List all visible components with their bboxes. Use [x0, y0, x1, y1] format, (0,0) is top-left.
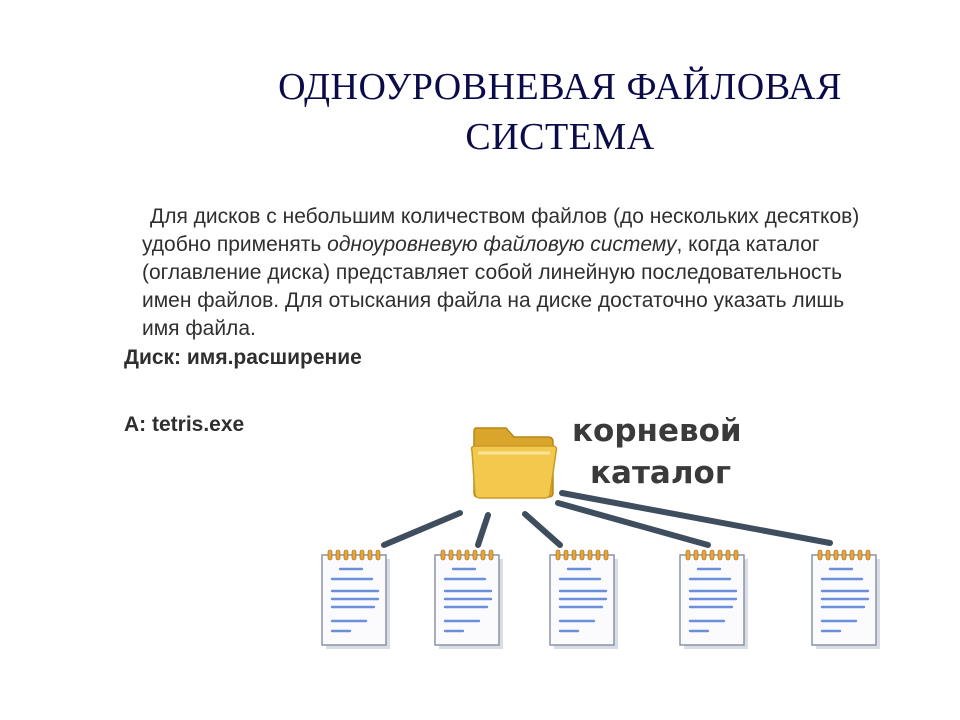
- paragraph-line-2-suffix: , когда каталог: [676, 233, 820, 256]
- root-folder-icon: [472, 428, 557, 498]
- document-icon: [435, 550, 503, 649]
- document-icon: [322, 550, 390, 649]
- directory-diagram: [300, 395, 960, 695]
- description-paragraph: [142, 203, 942, 343]
- slide-title: [200, 62, 920, 162]
- connector-line: [478, 515, 488, 545]
- disk-format-label: Диск: имя.расширение: [124, 346, 362, 369]
- file-icons: [322, 550, 880, 649]
- paragraph-line-2-prefix: удобно применять: [142, 233, 328, 256]
- paragraph-line-2-emphasis: одноуровневую файловую систему: [327, 233, 677, 256]
- title-line-2: СИСТЕМА: [465, 116, 655, 158]
- connectors: [384, 493, 830, 545]
- paragraph-line-4: имен файлов. Для отыскания файла на диске достаточно указать лишь: [142, 289, 845, 312]
- paragraph-line-2: [142, 231, 942, 259]
- document-icon: [680, 550, 748, 649]
- title-line-1: ОДНОУРОВНЕВАЯ ФАЙЛОВАЯ: [278, 66, 842, 108]
- document-icon: [550, 550, 618, 649]
- root-label-line-2: каталог: [590, 455, 732, 491]
- connector-line: [384, 513, 460, 545]
- document-icon: [812, 550, 880, 649]
- root-label-line-1: корневой: [572, 413, 742, 449]
- connector-line: [525, 514, 560, 545]
- connector-line: [558, 503, 708, 545]
- paragraph-line-5: имя файла.: [142, 317, 256, 340]
- paragraph-line-3: (оглавление диска) представляет собой линейную последовательность: [142, 261, 843, 284]
- paragraph-line-1: Для дисков с небольшим количеством файлов (до нескольких десятков): [150, 205, 860, 228]
- disk-example-label: A: tetris.exe: [124, 413, 245, 436]
